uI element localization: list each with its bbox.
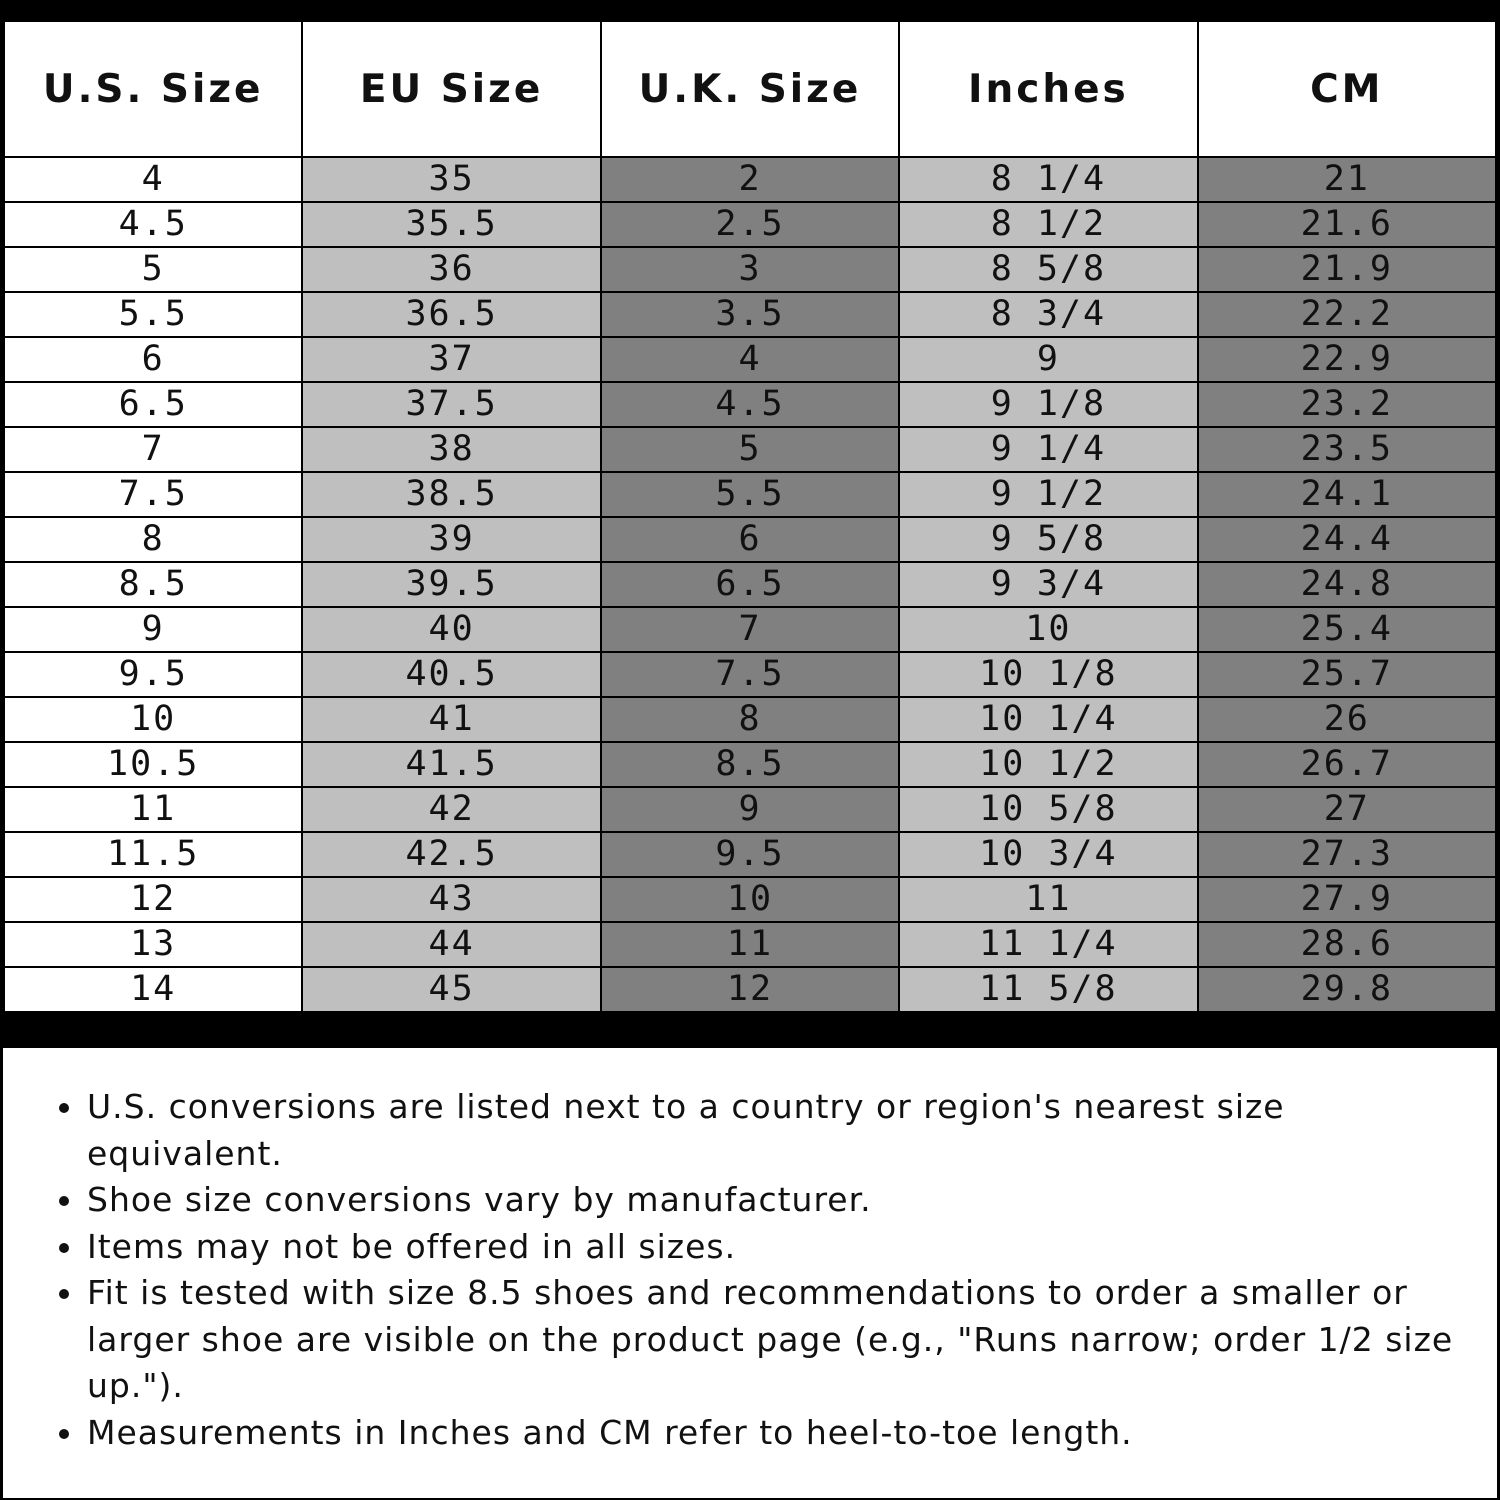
cell-cm: 21.6 (1198, 202, 1496, 247)
table-row (4, 742, 1496, 787)
cell-uk-size: 2 (601, 157, 899, 202)
cell-us-size: 4.5 (4, 202, 302, 247)
table-row (4, 427, 1496, 472)
note-item: Shoe size conversions vary by manufacturer. (57, 1177, 1467, 1224)
cell-cm: 22.9 (1198, 337, 1496, 382)
cell-cm: 21 (1198, 157, 1496, 202)
cell-inches: 9 1/4 (899, 427, 1197, 472)
cell-cm: 27.3 (1198, 832, 1496, 877)
cell-cm: 26.7 (1198, 742, 1496, 787)
note-item: U.S. conversions are listed next to a country or region's nearest size equivalent. (57, 1084, 1467, 1177)
header-us-size: U.S. Size (4, 21, 302, 157)
cell-cm: 22.2 (1198, 292, 1496, 337)
cell-us-size: 9 (4, 607, 302, 652)
cell-eu-size: 42.5 (302, 832, 600, 877)
notes-list (57, 1084, 1467, 1456)
header-cm: CM (1198, 21, 1496, 157)
note-item: Fit is tested with size 8.5 shoes and recommendations to order a smaller or larger shoe are visible on the product page (e.g., "Runs narrow; order 1/2 size up."). (57, 1270, 1467, 1410)
cell-us-size: 10.5 (4, 742, 302, 787)
cell-eu-size: 37.5 (302, 382, 600, 427)
cell-us-size: 6 (4, 337, 302, 382)
size-conversion-table (3, 20, 1497, 1013)
cell-uk-size: 6.5 (601, 562, 899, 607)
cell-uk-size: 8.5 (601, 742, 899, 787)
cell-inches: 9 5/8 (899, 517, 1197, 562)
cell-inches: 8 1/4 (899, 157, 1197, 202)
cell-cm: 29.8 (1198, 967, 1496, 1012)
cell-inches: 10 1/2 (899, 742, 1197, 787)
table-row (4, 157, 1496, 202)
cell-inches: 11 1/4 (899, 922, 1197, 967)
cell-inches: 11 (899, 877, 1197, 922)
cell-uk-size: 4.5 (601, 382, 899, 427)
cell-cm: 21.9 (1198, 247, 1496, 292)
cell-us-size: 5 (4, 247, 302, 292)
cell-us-size: 11 (4, 787, 302, 832)
header-eu-size: EU Size (302, 21, 600, 157)
cell-eu-size: 43 (302, 877, 600, 922)
cell-us-size: 12 (4, 877, 302, 922)
cell-eu-size: 44 (302, 922, 600, 967)
cell-eu-size: 39.5 (302, 562, 600, 607)
cell-us-size: 10 (4, 697, 302, 742)
notes-panel (3, 1048, 1497, 1498)
cell-uk-size: 6 (601, 517, 899, 562)
cell-uk-size: 2.5 (601, 202, 899, 247)
table-header-row (4, 21, 1496, 157)
cell-cm: 27.9 (1198, 877, 1496, 922)
cell-eu-size: 35.5 (302, 202, 600, 247)
cell-us-size: 13 (4, 922, 302, 967)
cell-eu-size: 36 (302, 247, 600, 292)
table-row (4, 472, 1496, 517)
cell-uk-size: 4 (601, 337, 899, 382)
table-row (4, 787, 1496, 832)
table-row (4, 877, 1496, 922)
cell-eu-size: 40.5 (302, 652, 600, 697)
cell-inches: 8 1/2 (899, 202, 1197, 247)
cell-eu-size: 41.5 (302, 742, 600, 787)
cell-eu-size: 38 (302, 427, 600, 472)
cell-uk-size: 12 (601, 967, 899, 1012)
cell-us-size: 11.5 (4, 832, 302, 877)
cell-inches: 10 (899, 607, 1197, 652)
note-item: Measurements in Inches and CM refer to heel-to-toe length. (57, 1410, 1467, 1457)
cell-eu-size: 37 (302, 337, 600, 382)
cell-cm: 25.7 (1198, 652, 1496, 697)
cell-cm: 24.1 (1198, 472, 1496, 517)
cell-cm: 24.4 (1198, 517, 1496, 562)
cell-eu-size: 40 (302, 607, 600, 652)
cell-uk-size: 9 (601, 787, 899, 832)
cell-uk-size: 5 (601, 427, 899, 472)
table-row (4, 832, 1496, 877)
cell-uk-size: 7.5 (601, 652, 899, 697)
cell-us-size: 14 (4, 967, 302, 1012)
header-uk-size: U.K. Size (601, 21, 899, 157)
cell-cm: 27 (1198, 787, 1496, 832)
cell-eu-size: 42 (302, 787, 600, 832)
table-row (4, 607, 1496, 652)
cell-uk-size: 3.5 (601, 292, 899, 337)
cell-cm: 25.4 (1198, 607, 1496, 652)
cell-us-size: 7.5 (4, 472, 302, 517)
table-row (4, 517, 1496, 562)
cell-eu-size: 35 (302, 157, 600, 202)
table-row (4, 382, 1496, 427)
cell-inches: 9 3/4 (899, 562, 1197, 607)
cell-inches: 10 1/4 (899, 697, 1197, 742)
table-row (4, 967, 1496, 1012)
cell-cm: 23.5 (1198, 427, 1496, 472)
cell-us-size: 9.5 (4, 652, 302, 697)
cell-eu-size: 41 (302, 697, 600, 742)
table-row (4, 292, 1496, 337)
table-row (4, 562, 1496, 607)
table-row (4, 247, 1496, 292)
cell-inches: 9 1/2 (899, 472, 1197, 517)
cell-uk-size: 8 (601, 697, 899, 742)
cell-uk-size: 3 (601, 247, 899, 292)
cell-uk-size: 10 (601, 877, 899, 922)
size-chart (0, 18, 1500, 1500)
cell-us-size: 8.5 (4, 562, 302, 607)
cell-inches: 8 5/8 (899, 247, 1197, 292)
cell-inches: 8 3/4 (899, 292, 1197, 337)
table-row (4, 337, 1496, 382)
table-row (4, 652, 1496, 697)
header-inches: Inches (899, 21, 1197, 157)
cell-us-size: 8 (4, 517, 302, 562)
cell-uk-size: 5.5 (601, 472, 899, 517)
cell-inches: 10 5/8 (899, 787, 1197, 832)
cell-inches: 11 5/8 (899, 967, 1197, 1012)
cell-eu-size: 36.5 (302, 292, 600, 337)
cell-us-size: 6.5 (4, 382, 302, 427)
cell-inches: 9 (899, 337, 1197, 382)
cell-eu-size: 45 (302, 967, 600, 1012)
cell-cm: 26 (1198, 697, 1496, 742)
cell-uk-size: 9.5 (601, 832, 899, 877)
cell-cm: 23.2 (1198, 382, 1496, 427)
cell-uk-size: 11 (601, 922, 899, 967)
cell-inches: 10 1/8 (899, 652, 1197, 697)
table-body (4, 157, 1496, 1012)
cell-us-size: 4 (4, 157, 302, 202)
cell-cm: 24.8 (1198, 562, 1496, 607)
cell-us-size: 7 (4, 427, 302, 472)
cell-inches: 9 1/8 (899, 382, 1197, 427)
cell-eu-size: 38.5 (302, 472, 600, 517)
cell-uk-size: 7 (601, 607, 899, 652)
table-row (4, 202, 1496, 247)
table-row (4, 697, 1496, 742)
cell-cm: 28.6 (1198, 922, 1496, 967)
cell-eu-size: 39 (302, 517, 600, 562)
table-row (4, 922, 1496, 967)
note-item: Items may not be offered in all sizes. (57, 1224, 1467, 1271)
cell-us-size: 5.5 (4, 292, 302, 337)
cell-inches: 10 3/4 (899, 832, 1197, 877)
